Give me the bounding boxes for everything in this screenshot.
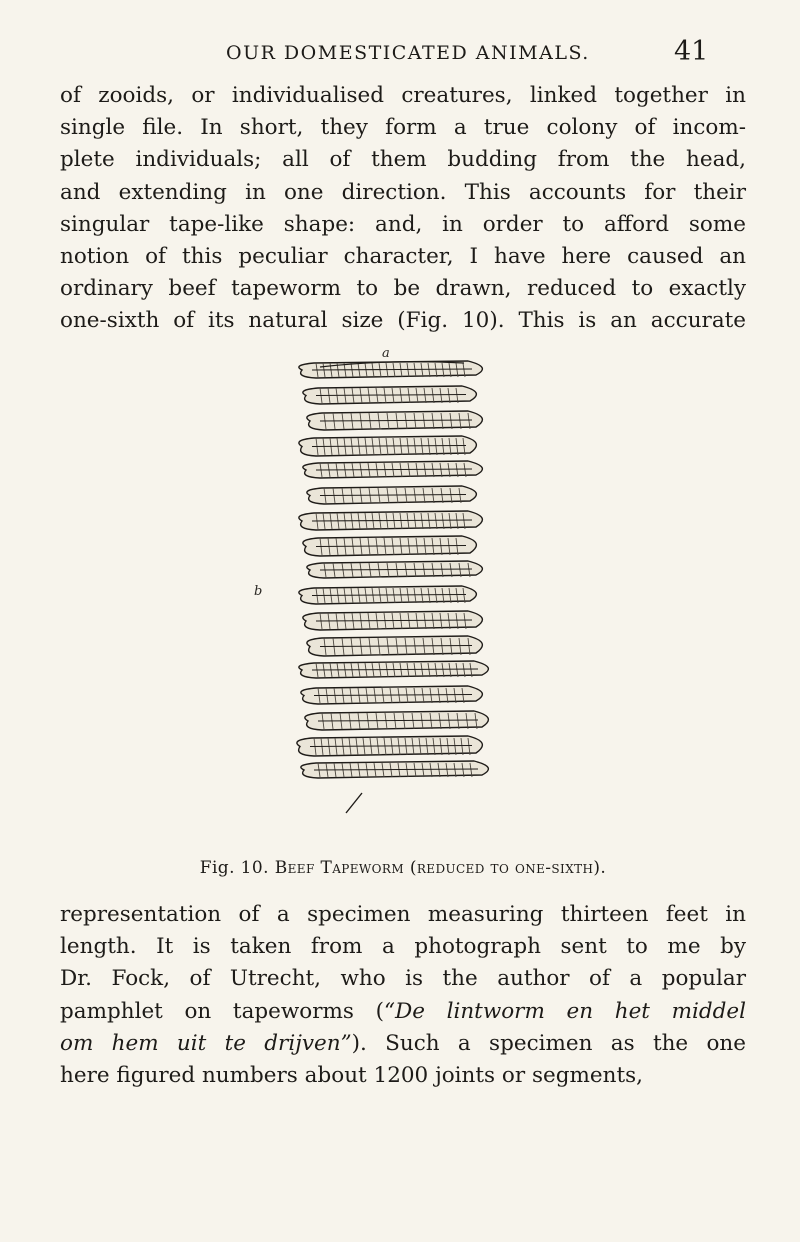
text-line: single file. In short, they form a true colony of incom- — [60, 115, 746, 141]
figure-label-b: b — [254, 584, 263, 599]
text-run: pamphlet on tapeworms ( — [60, 998, 384, 1024]
text-run: ). Such a specimen as the one — [351, 1030, 746, 1056]
figure-caption — [60, 858, 746, 878]
caption-text: Beef Tapeworm (reduced to one-sixth). — [274, 858, 607, 878]
paragraph-1 — [60, 80, 746, 338]
italic-title: om hem uit te drijven” — [60, 1030, 352, 1056]
text-line — [60, 996, 746, 1028]
text-line: here figured numbers about 1200 joints or segments, — [60, 1063, 643, 1089]
running-head — [0, 36, 800, 72]
page-number: 41 — [674, 36, 709, 67]
tapeworm-coils — [297, 361, 489, 813]
figure-label-a: a — [382, 346, 390, 361]
paragraph-2 — [60, 899, 746, 1092]
text-line: Dr. Fock, of Utrecht, who is the author of a popular — [60, 966, 746, 992]
text-line: representation of a specimen measuring thirteen feet in — [60, 902, 746, 927]
text-line: one-sixth of its natural size (Fig. 10). This is an accurate — [60, 308, 746, 334]
caption-lead: Fig. 10. — [199, 858, 269, 878]
text-line: length. It is taken from a photograph sent to me by — [60, 934, 746, 960]
running-title: OUR DOMESTICATED ANIMALS. — [226, 42, 590, 64]
text-line: plete individuals; all of them budding from the head, — [60, 147, 746, 173]
tapeworm-illustration — [250, 345, 540, 815]
text-line: and extending in one direction. This accounts for their — [60, 179, 746, 205]
text-line — [60, 1028, 746, 1060]
text-line: singular tape-like shape: and, in order to afford some — [60, 211, 746, 237]
italic-title: “De lintworm en het middel — [383, 998, 746, 1024]
tapeworm-drawing — [250, 345, 540, 815]
text-line: notion of this peculiar character, I have here caused an — [60, 244, 746, 270]
text-line: of zooids, or individualised creatures, linked together in — [60, 83, 746, 108]
tapeworm-tail — [346, 793, 362, 813]
text-line: ordinary beef tapeworm to be drawn, reduced to exactly — [60, 276, 746, 302]
